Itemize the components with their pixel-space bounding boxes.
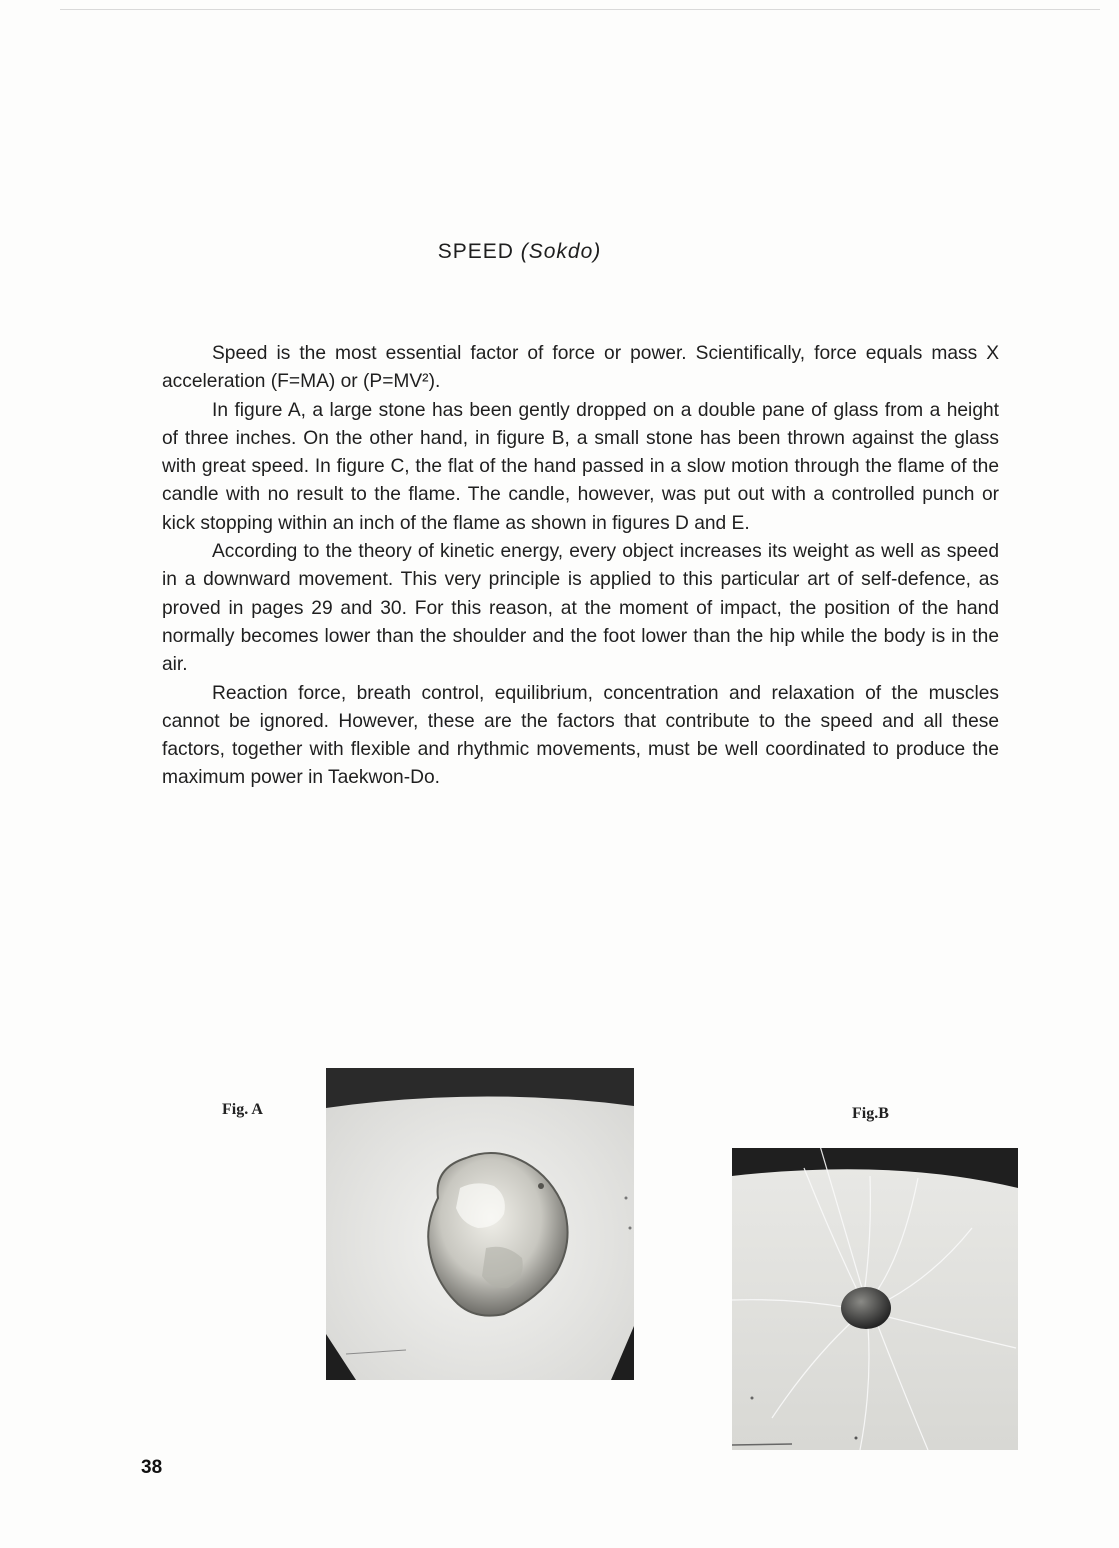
figure-b-photo: [732, 1148, 1018, 1450]
figure-b-label: Fig.B: [852, 1105, 889, 1122]
figure-b-image: [732, 1148, 1018, 1450]
title-text: SPEED: [437, 240, 514, 263]
paragraph-2: In figure A, a large stone has been gently dropped on a double pane of glass from a height of three inches. On the other hand, in figure B, a small stone has been thrown against the glass with great speed. In figure C, the flat of the hand passed in a slow motion through the flame of the candle with no result to the flame. The candle, however, was put out with a controlled punch or kick stopping within an inch of the flame as shown in figures D and E.: [162, 399, 999, 534]
figure-a-photo: [326, 1068, 634, 1380]
body-text: [162, 340, 999, 793]
figure-a-label: Fig. A: [222, 1101, 263, 1118]
paragraph-4: Reaction force, breath control, equilibrium, concentration and relaxation of the muscles cannot be ignored. However, these are the factors that contribute to the speed and all these factors, together with flexible and rhythmic movements, must be well coordinated to produce the maximum power in Taekwon-Do.: [162, 682, 999, 789]
paragraph-3: According to the theory of kinetic energy, every object increases its weight as well as speed in a downward movement. This very principle is applied to this particular art of self-defence, as proved in pages 29 and 30. For this reason, at the moment of impact, the position of the hand normally becomes lower than the shoulder and the foot lower than the hip while the body is in the air.: [162, 541, 999, 676]
title-italic-text: (Sokdo): [520, 240, 602, 263]
paragraph-1: Speed is the most essential factor of force or power. Scientifically, force equals mass X acceleration (F=MA) or (P=MV²).: [162, 343, 999, 393]
page-number: 38: [141, 1457, 163, 1478]
page-title: [0, 240, 1039, 264]
figure-a-image: [326, 1068, 634, 1380]
top-edge-rule: [60, 9, 1100, 10]
